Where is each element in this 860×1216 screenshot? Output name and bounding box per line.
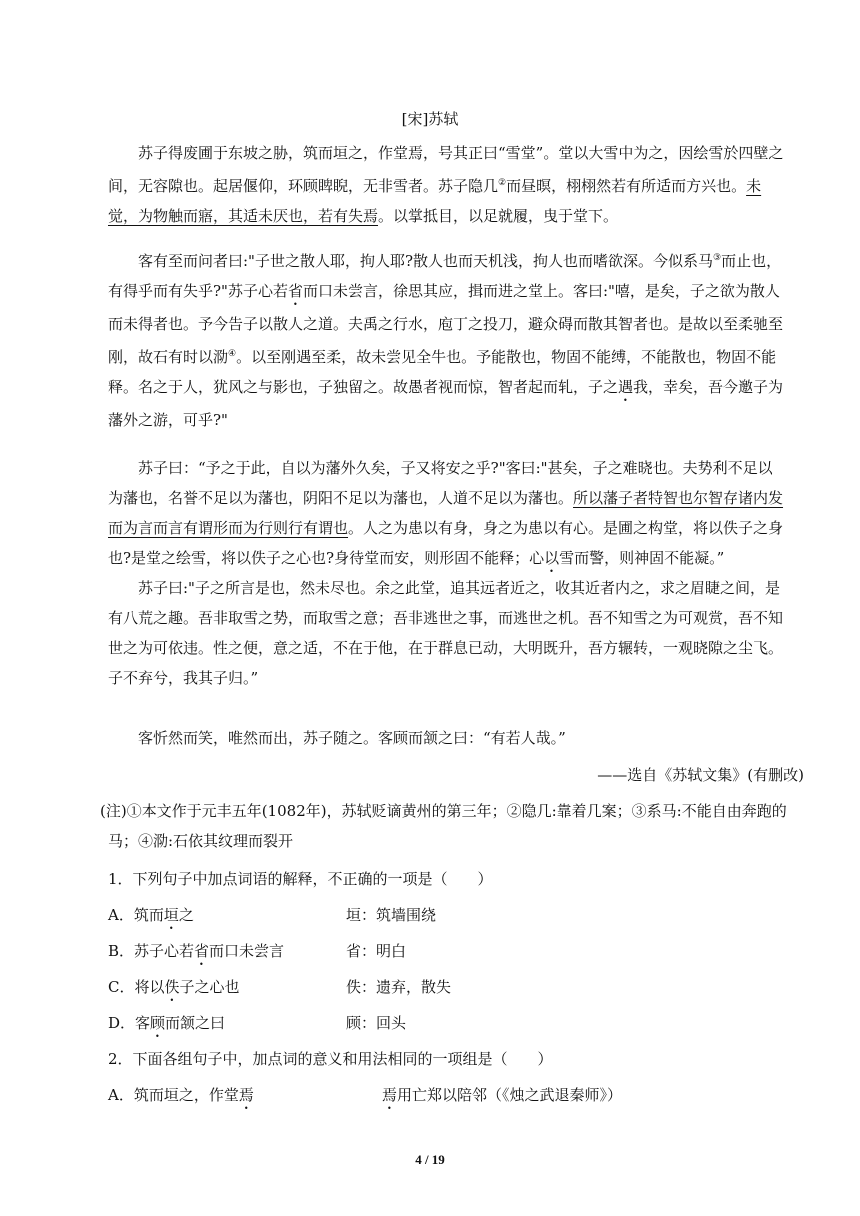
- underlined-sentence-2: 所以藩子者特智也尔智存诸内发而为言而言有谓形而为行则行有谓也: [108, 489, 784, 537]
- notes-line-2: 马；④泐:石依其纹理而裂开: [108, 832, 294, 850]
- question-1-stem: 1．下列句子中加点词语的解释，不正确的一项是（ ）: [108, 870, 493, 888]
- underlined-sentence-1: 未觉，为物触而寤，其适未厌也，若有失焉: [108, 177, 762, 225]
- source-citation: ——选自《苏轼文集》(有删改): [597, 766, 804, 784]
- q1-option-a: A．筑而垣之 垣：筑墙围绕: [108, 906, 437, 924]
- paragraph-5: 客忻然而笑，唯然而出，苏子随之。客顾而颔之曰：“有若人哉。”: [138, 729, 566, 747]
- question-2-stem: 2．下面各组句子中，加点词的意义和用法相同的一项组是（ ）: [108, 1050, 553, 1068]
- paragraph-1: 苏子得废圃于东坡之胁，筑而垣之，作堂焉，号其正曰“雪堂”。堂以大雪中为之，因绘雪於四壁之间，无容隙也。起居偃仰，环顾睥睨，无非雪者。苏子隐几②而昼暝，栩栩然若有所适而方兴也。未觉，为物触而寤，其适未厌也，若有失焉。以掌抵目，以足就履，曳于堂下。: [108, 144, 784, 225]
- dotted-word-yu: 遇: [618, 378, 634, 396]
- dotted-word-sheng: 省: [287, 282, 303, 300]
- q1-option-b: B．苏子心若省而口未尝言 省：明白: [108, 942, 407, 960]
- q2-option-a: A．筑而垣之，作堂焉 焉用亡郑以陪邻（《烛之武退秦师》）: [108, 1086, 623, 1104]
- notes-line-1: (注)①本文作于元丰五年(1082年)，苏轼贬谪黄州的第三年；②隐几:靠着几案；③系马:不能自由奔跑的: [100, 802, 787, 820]
- q1-option-c: C．将以佚子之心也 佚：遗弃，散失: [108, 978, 452, 996]
- paragraph-3: 苏子曰：“予之于此，自以为藩外久矣，子又将安之乎?"客曰:"甚矣，子之难晓也。夫势利不足以为藩也，名誉不足以为藩也，阴阳不足以为藩也，人道不足以为藩也。所以藩子者特智也尔智存诸内发而为言而言有谓形而为行则行有谓也。人之为患以有身，身之为患以有心。是圃之构堂，将以佚子之身也?是堂之绘雪，将以佚子之心也?身待堂而安，则形固不能释；心以雪而警，则神固不能凝。”: [108, 459, 784, 567]
- dotted-word-yi: 以: [544, 549, 560, 567]
- author-line: [宋]苏轼: [401, 110, 459, 128]
- q1-option-d: D．客顾而颔之曰 顾：回头: [108, 1014, 407, 1032]
- page-number: 4 / 19: [415, 1152, 445, 1167]
- paragraph-2: 客有至而问者曰:"子世之散人耶，拘人耶?散人也而天机浅，拘人也而嗜欲深。今似系马③而止也，有得乎而有失乎?"苏子心若省而口未尝言，徐思其应，揖而进之堂上。客曰:"嘻，是矣，子之欲为散人而未得者也。予今告子以散人之道。夫禹之行水，庖丁之投刀，避众碍而散其智者也。是故以至柔驰至刚，故石有时以泐④。以至刚遇至柔，故未尝见全牛也。予能散也，物固不能缚，不能散也，物固不能释。名之于人，犹风之与影也，子独留之。故愚者视而惊，智者起而轧，子之遇我，幸矣，吾今邀子为藩外之游，可乎?": [108, 252, 784, 429]
- paragraph-4: 苏子曰:"子之所言是也，然未尽也。余之此堂，追其远者近之，收其近者内之，求之眉睫之间，是有八荒之趣。吾非取雪之势，而取雪之意；吾非逃世之事，而逃世之机。吾不知雪之为可观赏，吾不知世之为可依违。性之便，意之适，不在于他，在于群息已动，大明既升，吾方辗转，一观晓隙之尘飞。子不弃兮，我其子归。”: [108, 579, 784, 687]
